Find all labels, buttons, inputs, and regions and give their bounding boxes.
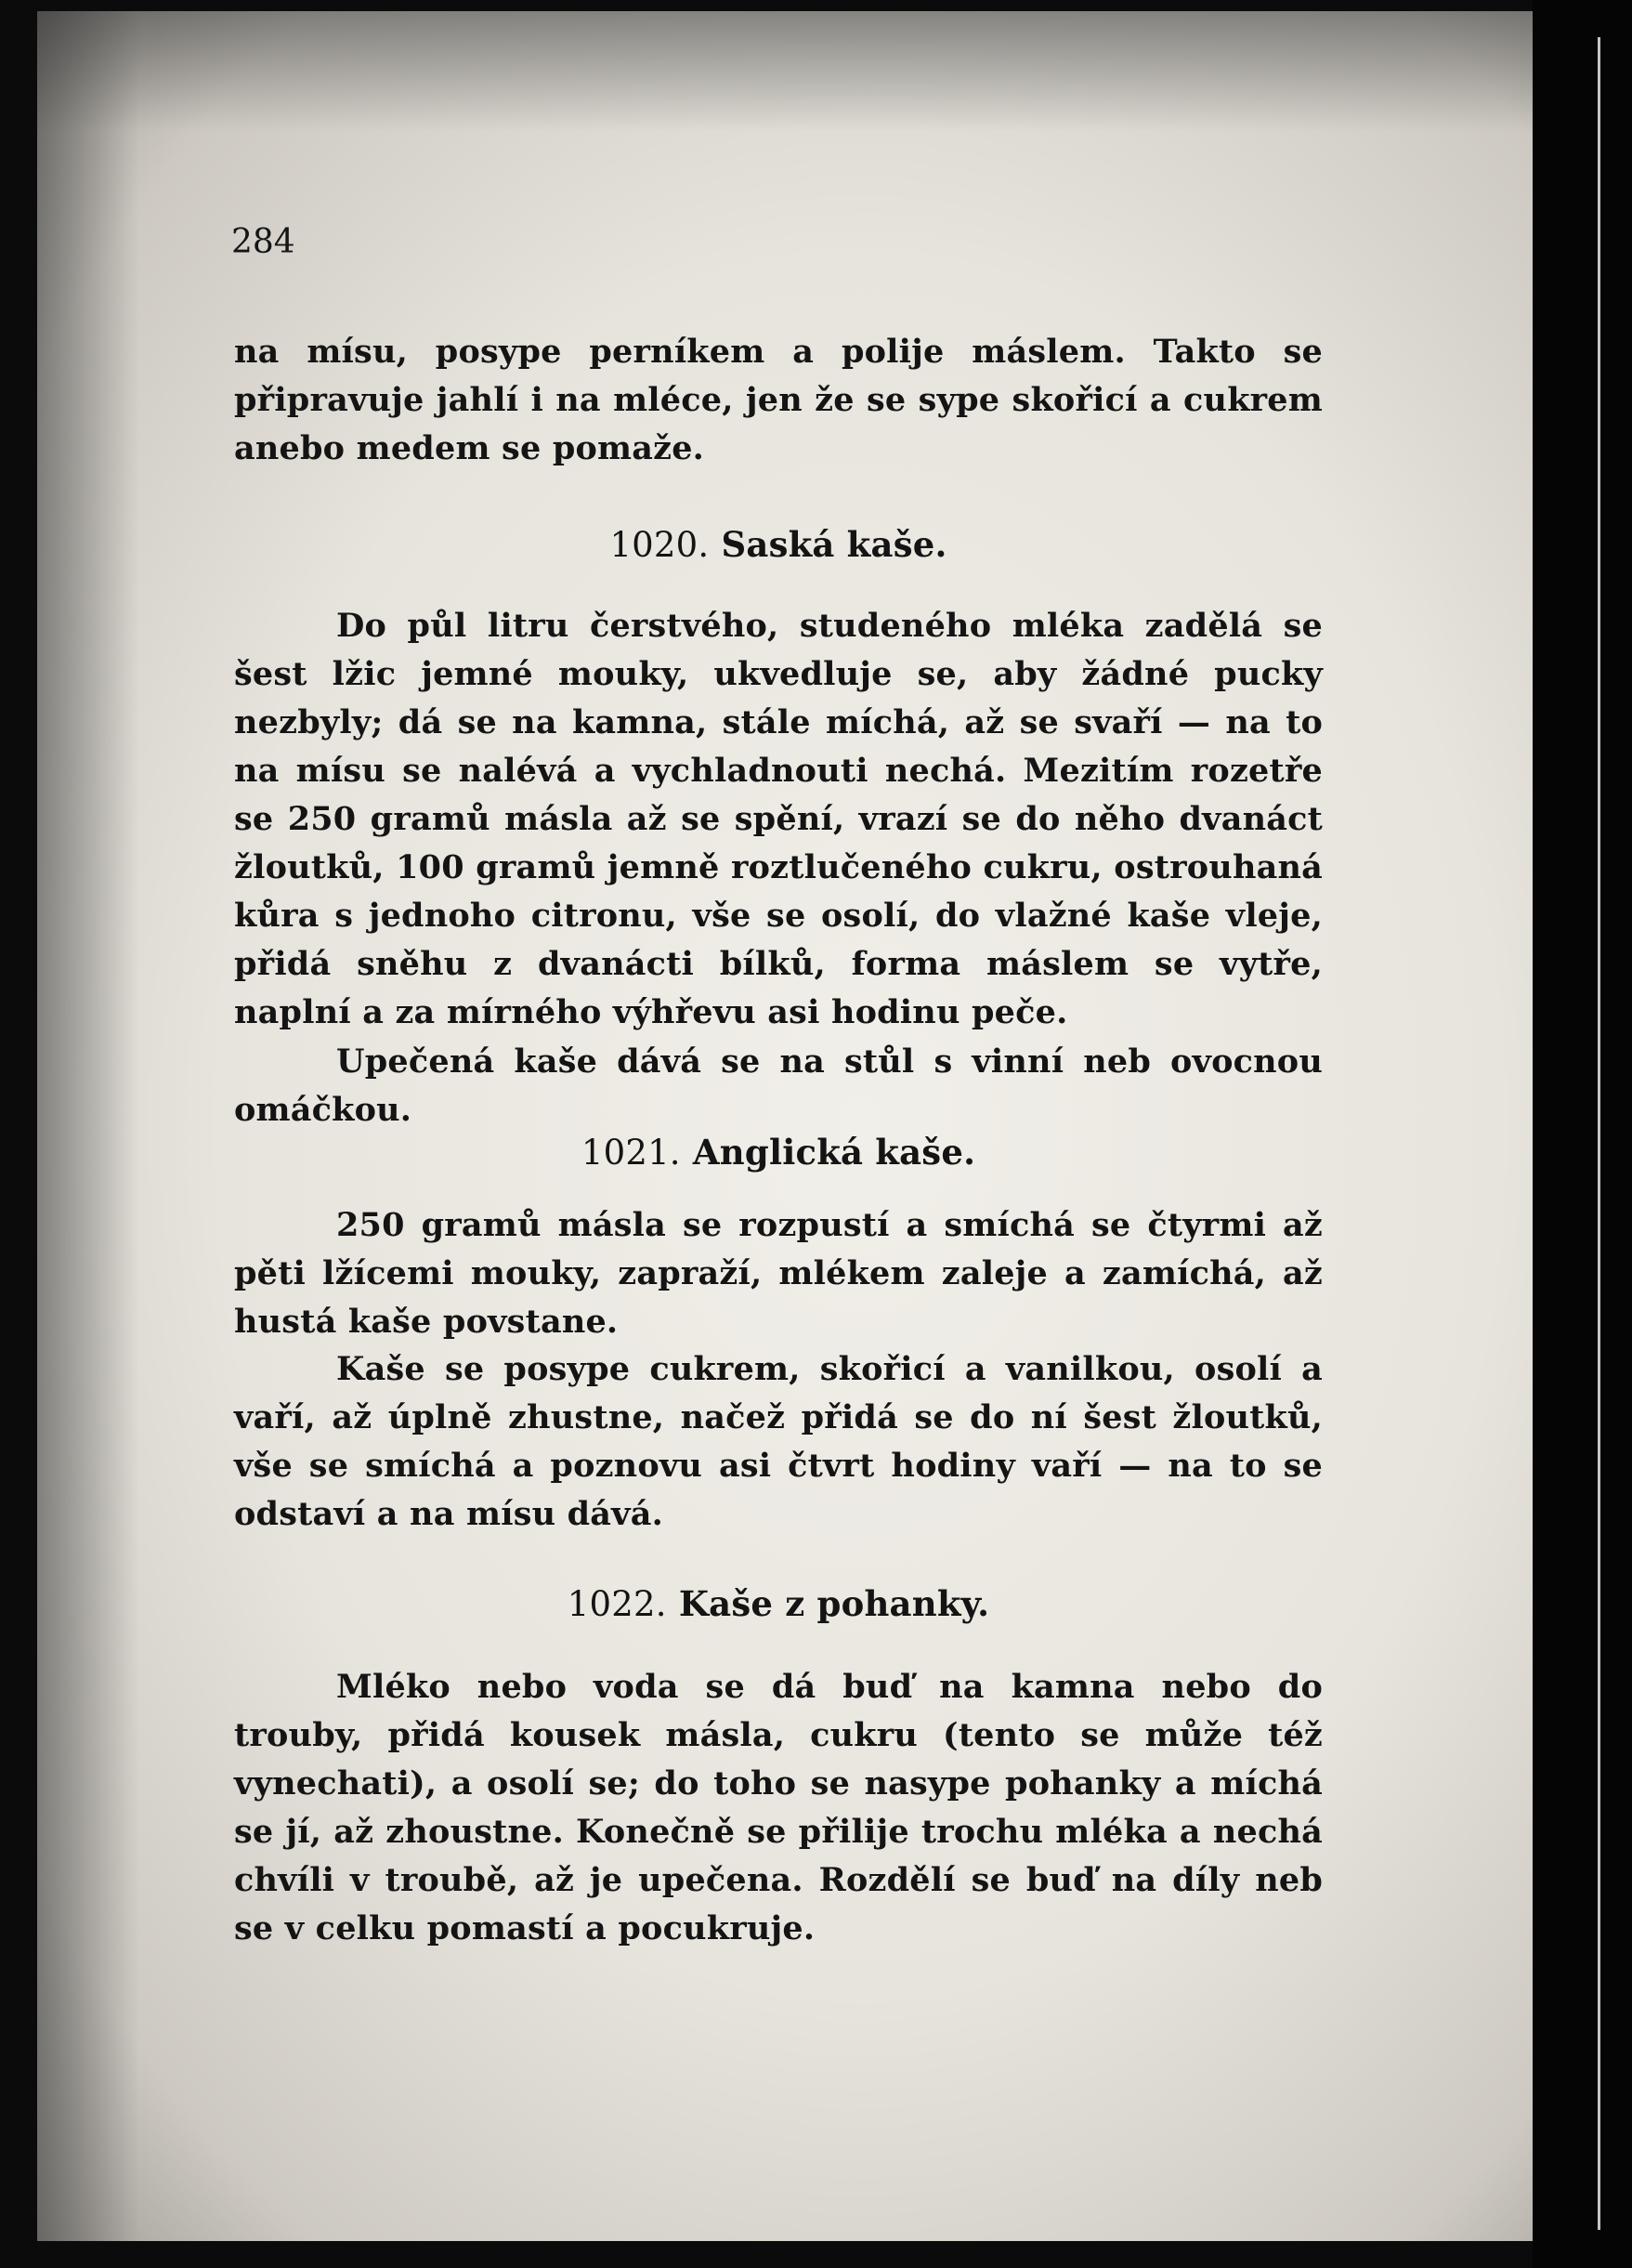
recipe-1022-paragraph-1: Mléko nebo voda se dá buď na kamna nebo do trouby, přidá kousek másla, cukru (tento se může též vynechati), a osolí se; do toho se nasype pohanky a míchá se jí, až zhoustne. Konečně se přilije trochu mléka a nechá chvíli v troubě, až je upečena. Rozdělí se buď na díly neb se v celku pomastí a pocukruje. xyxy=(234,1668,1323,1947)
recipe-title: Anglická kaše. xyxy=(692,1132,976,1173)
recipe-heading-1021 xyxy=(234,1128,1323,1177)
page-shadow-top xyxy=(37,11,1533,132)
page-number: 284 xyxy=(231,223,295,261)
recipe-1021-paragraph-2: Kaše se posype cukrem, skořicí a vanilkou, osolí a vaří, až úplně zhustne, načež přidá se do ní šest žloutků, vše se smíchá a poznovu asi čtvrt hodiny vaří — na to se odstaví a na mísu dává. xyxy=(234,1350,1323,1533)
recipe-title: Saská kaše. xyxy=(721,524,947,565)
recipe-1021-paragraph-1: 250 gramů másla se rozpustí a smíchá se čtyrmi až pěti lžícemi mouky, zapraží, mlékem zaleje a zamíchá, až hustá kaše povstane. xyxy=(234,1206,1323,1341)
gutter-edge-line xyxy=(1598,37,1600,2230)
recipe-number: 1021. xyxy=(581,1133,681,1173)
recipe-number: 1020. xyxy=(609,525,710,565)
intro-paragraph: na mísu, posype perníkem a polije máslem. Takto se připravuje jahlí i na mléce, jen že se sype skořicí a cukrem anebo medem se pomaže. xyxy=(234,333,1323,467)
recipe-1020-paragraph-1: Do půl litru čerstvého, studeného mléka zadělá se šest lžic jemné mouky, ukvedluje se, aby žádné pucky nezbyly; dá se na kamna, stále míchá, až se svaří — na to na mísu se nalévá a vychladnouti nechá. Mezitím rozetře se 250 gramů másla až se spění, vrazí se do něho dvanáct žloutků, 100 gramů jemně roztlučeného cukru, ostrouhaná kůra s jednoho citronu, vše se osolí, do vlažné kaše vleje, přidá sněhu z dvanácti bílků, forma máslem se vytře, naplní a za mírného výhřevu asi hodinu peče. xyxy=(234,607,1323,1031)
recipe-1020-paragraph-2: Upečená kaše dává se na stůl s vinní neb ovocnou omáčkou. xyxy=(234,1042,1323,1129)
recipe-heading-1020 xyxy=(234,520,1323,570)
recipe-number: 1022. xyxy=(567,1584,667,1624)
recipe-title: Kaše z pohanky. xyxy=(678,1583,990,1624)
page-shadow-left xyxy=(37,11,139,2241)
recipe-heading-1022 xyxy=(234,1580,1323,1629)
book-gutter xyxy=(1533,0,1632,2268)
